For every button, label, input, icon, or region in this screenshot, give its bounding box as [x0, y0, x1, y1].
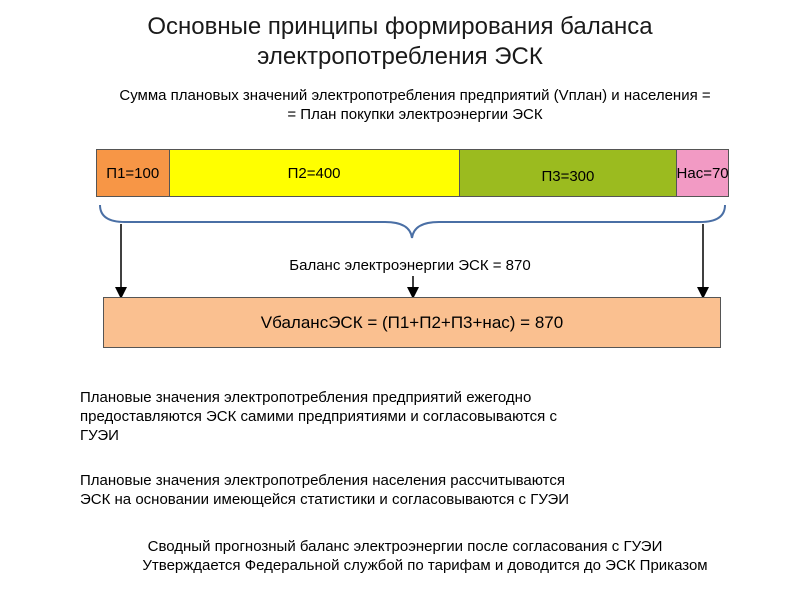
formula-text: VбалансЭСК = (П1+П2+П3+нас) = 870 — [260, 312, 564, 332]
summary — [40, 537, 800, 575]
note-enterprises-line-2: предоставляются ЭСК самими предприятиями и согласовываются с — [80, 408, 557, 425]
sum-description-line-1: Сумма плановых значений электропотребления предприятий (Vплан) и населения = — [119, 87, 711, 104]
note-population-line-2: ЭСК на основании имеющейся статистики и согласовываются с ГУЭИ — [80, 491, 570, 508]
segment-p3-label: П3=300 — [541, 168, 595, 185]
note-population-line-1: Плановые значения электропотребления населения рассчитываются — [80, 472, 566, 489]
formula-box — [103, 297, 721, 348]
note-population — [80, 471, 680, 509]
segment-p2-label: П2=400 — [287, 165, 341, 182]
title-line-2: электропотребления ЭСК — [257, 43, 543, 70]
curly-brace — [100, 205, 725, 238]
segment-p1-label: П1=100 — [106, 165, 160, 182]
note-enterprises-line-1: Плановые значения электропотребления предприятий ежегодно — [80, 389, 532, 406]
note-enterprises — [80, 388, 680, 445]
summary-line-1: Сводный прогнозный баланс электроэнергии после согласования с ГУЭИ — [147, 538, 663, 555]
note-enterprises-line-3: ГУЭИ — [80, 427, 119, 444]
summary-line-2: Утверждается Федеральной службой по тарифам и доводится до ЭСК Приказом — [142, 557, 708, 574]
title-line-1: Основные принципы формирования баланса — [147, 13, 653, 40]
balance-label: Баланс электроэнергии ЭСК = 870 — [289, 257, 531, 274]
sum-description-line-2: = План покупки электроэнергии ЭСК — [287, 106, 543, 123]
segment-population-label: Нас=70 — [676, 165, 729, 182]
